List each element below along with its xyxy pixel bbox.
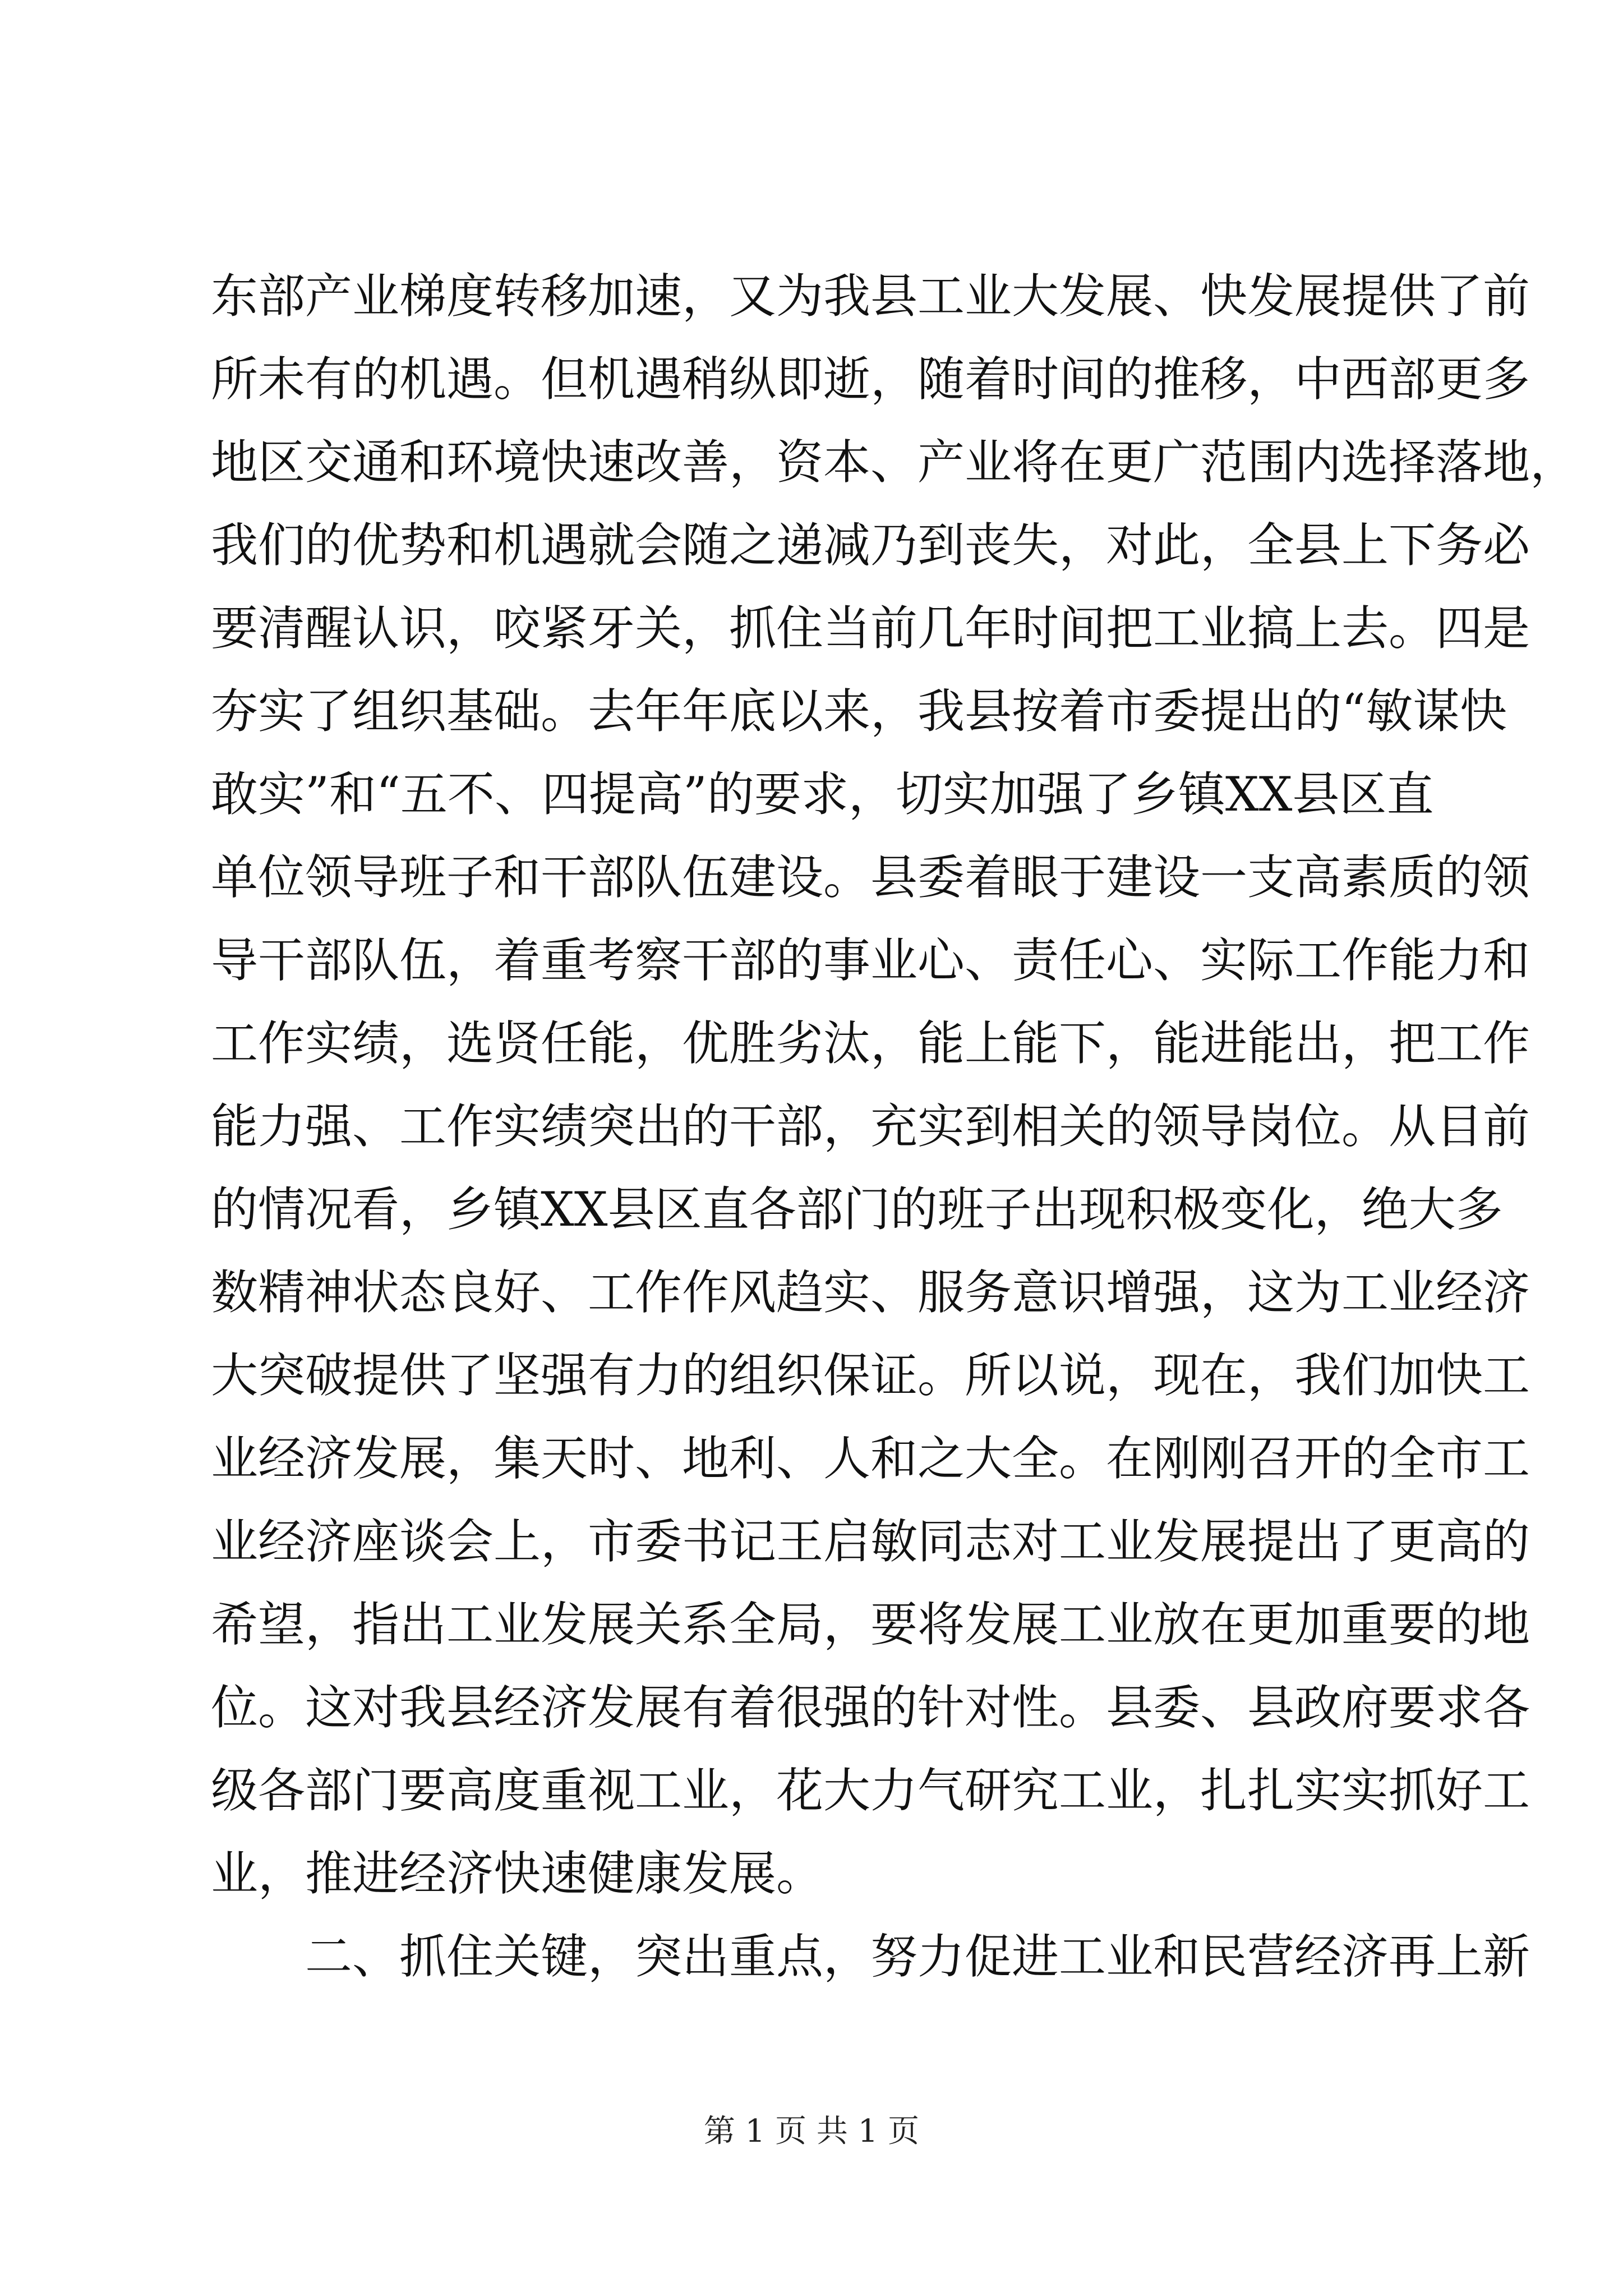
page-number-footer: 第 1 页 共 1 页 <box>703 2113 920 2150</box>
text-line: 业经济座谈会上，市委书记王启敏同志对工业发展提出了更高的 <box>211 1514 1530 1569</box>
body-text <box>211 255 1578 1998</box>
text-line: 能力强、工作实绩突出的干部，充实到相关的领导岗位。从目前 <box>211 1099 1530 1154</box>
text-line: 所未有的机遇。但机遇稍纵即逝，随着时间的推移，中西部更多 <box>211 352 1530 407</box>
section-heading-line: 二、抓住关键，突出重点，努力促进工业和民营经济再上新 <box>305 1929 1530 1984</box>
text-line: 希望，指出工业发展关系全局，要将发展工业放在更加重要的地 <box>211 1597 1530 1652</box>
text-line: 数精神状态良好、工作作风趋实、服务意识增强，这为工业经济 <box>211 1265 1530 1320</box>
text-line: 大突破提供了坚强有力的组织保证。所以说，现在，我们加快工 <box>211 1348 1530 1403</box>
text-line: 的情况看，乡镇XX县区直各部门的班子出现积极变化，绝大多 <box>211 1182 1503 1237</box>
paragraph-end-line: 业，推进经济快速健康发展。 <box>211 1846 824 1901</box>
text-line: 敢实”和“五不、四提高”的要求，切实加强了乡镇XX县区直 <box>211 767 1434 822</box>
text-line: 要清醒认识，咬紧牙关，抓住当前几年时间把工业搞上去。四是 <box>211 601 1530 656</box>
text-line: 地区交通和环境快速改善，资本、产业将在更广范围内选择落地， <box>211 435 1578 490</box>
text-line: 我们的优势和机遇就会随之递减乃到丧失，对此，全县上下务必 <box>211 518 1530 573</box>
text-line: 工作实绩，选贤任能，优胜劣汰，能上能下，能进能出，把工作 <box>211 1016 1530 1071</box>
text-line: 东部产业梯度转移加速，又为我县工业大发展、快发展提供了前 <box>211 269 1530 324</box>
text-line: 级各部门要高度重视工业，花大力气研究工业，扎扎实实抓好工 <box>211 1763 1530 1818</box>
text-line: 单位领导班子和干部队伍建设。县委着眼于建设一支高素质的领 <box>211 850 1530 905</box>
text-line: 位。这对我县经济发展有着很强的针对性。县委、县政府要求各 <box>211 1680 1530 1735</box>
text-line: 导干部队伍，着重考察干部的事业心、责任心、实际工作能力和 <box>211 933 1530 988</box>
text-line: 业经济发展，集天时、地利、人和之大全。在刚刚召开的全市工 <box>211 1431 1530 1486</box>
text-line: 夯实了组织基础。去年年底以来，我县按着市委提出的“敏谋快 <box>211 684 1507 739</box>
